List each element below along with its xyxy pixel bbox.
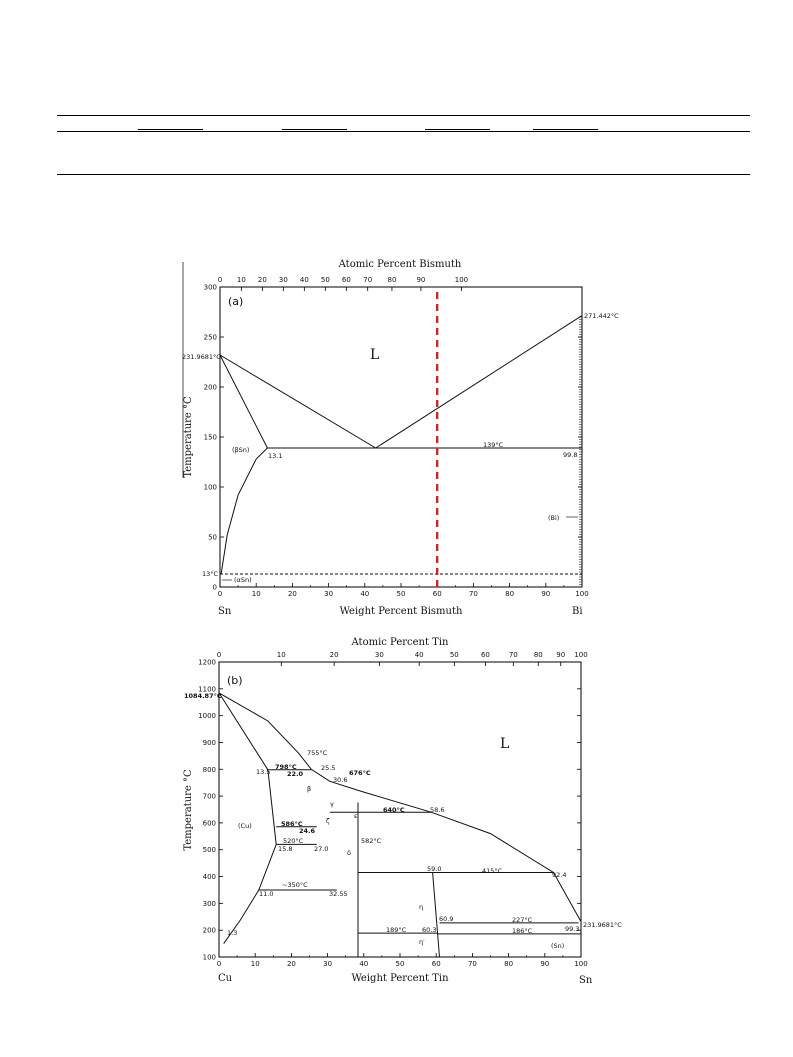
chart-a-x-tick-label: 30 bbox=[324, 590, 334, 598]
chart-a-top-tick-label: 30 bbox=[278, 276, 288, 284]
chart-b-c32-55-label: 32.55 bbox=[329, 890, 348, 898]
chart-a-beta-sn-label: (βSn) bbox=[232, 446, 250, 454]
chart-b-c11-0-label: 11.0 bbox=[259, 890, 274, 898]
chart-a-x-tick-label: 80 bbox=[505, 590, 515, 598]
chart-a-bi-phase-label: (Bi) bbox=[548, 514, 560, 522]
chart-a-x-tick-label: 90 bbox=[541, 590, 551, 598]
chart-a-x-tick-label: 0 bbox=[217, 590, 223, 598]
chart-b-t640-label: 640°C bbox=[383, 806, 405, 814]
chart-a-y-tick-label: 200 bbox=[203, 383, 217, 392]
chart-b-delta-label: δ bbox=[347, 849, 351, 857]
chart-a-x-tick-label: 10 bbox=[251, 590, 261, 598]
chart-b-c25-5-label: 25.5 bbox=[321, 764, 336, 772]
chart-b-y-tick-label: 100 bbox=[202, 953, 216, 962]
chart-b-cu-melt-label: 1084.87°C bbox=[184, 692, 222, 700]
chart-b-sn-melt-label: 231.9681°C bbox=[583, 921, 622, 929]
chart-b-y-tick-label: 400 bbox=[202, 873, 216, 882]
chart-b-t189-label: 189°C bbox=[386, 926, 407, 934]
chart-b-y-axis-label: Temperature °C bbox=[183, 769, 194, 851]
chart-a-left-element: Sn bbox=[218, 606, 232, 617]
chart-b-x-tick-label: 90 bbox=[540, 960, 550, 968]
chart-b-c22-0-label: 22.0 bbox=[287, 770, 304, 778]
chart-b-x-ticks bbox=[217, 953, 588, 968]
chart-a-x-axis-label: Weight Percent Bismuth bbox=[339, 606, 463, 617]
chart-b-y-tick-label: 500 bbox=[202, 846, 216, 855]
chart-a-top-tick-label: 90 bbox=[416, 276, 426, 284]
chart-b-panel-label: (b) bbox=[227, 674, 243, 687]
chart-a-y-tick-label: 300 bbox=[203, 283, 217, 292]
chart-b-c60-9-label: 60.9 bbox=[439, 915, 454, 923]
chart-a-bi-solubility-label: 99.8 bbox=[563, 451, 578, 459]
chart-b-y-tick-label: 1200 bbox=[198, 658, 216, 667]
chart-b-liquid-label: L bbox=[500, 736, 510, 752]
chart-a-x-tick-label: 40 bbox=[360, 590, 370, 598]
chart-b-y-tick-label: 800 bbox=[202, 765, 216, 774]
chart-b-c58-6-label: 58.6 bbox=[430, 806, 445, 814]
chart-b-c60-3-label: 60.3 bbox=[422, 926, 437, 934]
chart-a-bi-melt-label: 271.442°C bbox=[584, 312, 619, 320]
chart-a-top-tick-label: 40 bbox=[299, 276, 309, 284]
chart-a-x-tick-label: 50 bbox=[396, 590, 406, 598]
chart-a-panel-label: (a) bbox=[228, 295, 244, 308]
chart-b-x-tick-label: 60 bbox=[431, 960, 441, 968]
chart-b bbox=[183, 637, 622, 986]
chart-b-t582-label: 582°C bbox=[361, 837, 382, 845]
chart-b-top-tick-label: 40 bbox=[414, 651, 424, 659]
chart-b-x-tick-label: 100 bbox=[574, 960, 588, 968]
chart-b-x-tick-label: 50 bbox=[395, 960, 405, 968]
chart-b-x-tick-label: 40 bbox=[359, 960, 369, 968]
chart-b-t227-label: 227°C bbox=[512, 916, 533, 924]
chart-a-top-tick-label: 70 bbox=[363, 276, 373, 284]
chart-b-cu-phase-label: (Cu) bbox=[238, 822, 252, 830]
chart-a-sn-solubility-label: 13.1 bbox=[268, 452, 283, 460]
chart-b-x-tick-label: 0 bbox=[216, 960, 222, 968]
chart-b-c92-4-label: 92.4 bbox=[552, 871, 567, 879]
chart-b-top-tick-label: 90 bbox=[556, 651, 566, 659]
chart-a-top-tick-label: 100 bbox=[454, 276, 469, 284]
chart-b-c30-6-label: 30.6 bbox=[333, 776, 348, 784]
chart-a-y-tick-label: 100 bbox=[203, 483, 217, 492]
chart-b-c13-5-label: 13.5 bbox=[256, 768, 271, 776]
chart-a-x-tick-label: 70 bbox=[468, 590, 478, 598]
chart-a-top-tick-label: 20 bbox=[257, 276, 267, 284]
chart-a-y-tick-label: 150 bbox=[203, 433, 217, 442]
chart-b-y-tick-label: 200 bbox=[202, 926, 216, 935]
chart-a-top-tick-label: 60 bbox=[341, 276, 351, 284]
chart-b-top-ticks bbox=[217, 651, 588, 666]
chart-b-sn-phase-label: (Sn) bbox=[551, 942, 565, 950]
chart-b-y-tick-label: 700 bbox=[202, 792, 216, 801]
chart-b-c15-8-label: 15.8 bbox=[278, 845, 293, 853]
chart-b-t676-label: 676°C bbox=[349, 769, 371, 777]
chart-b-t415-label: 415°C bbox=[482, 867, 503, 875]
chart-b-eta-prime-label: η′ bbox=[419, 938, 425, 946]
chart-a-liquid-label: L bbox=[370, 347, 380, 363]
chart-b-t350-label: ~350°C bbox=[282, 881, 308, 889]
chart-b-t186-label: 186°C bbox=[512, 927, 533, 935]
chart-a-plot-frame bbox=[220, 287, 582, 587]
chart-a-series-liquidus-bi bbox=[376, 316, 582, 448]
chart-a-series-solvus-sn bbox=[221, 448, 267, 574]
chart-b-t586-label: 586°C bbox=[281, 820, 303, 828]
chart-b-right-element: Sn bbox=[579, 975, 593, 986]
chart-b-top-tick-label: 60 bbox=[480, 651, 490, 659]
chart-a-transition-label: 13°C bbox=[202, 570, 219, 578]
chart-b-top-tick-label: 20 bbox=[329, 651, 339, 659]
chart-b-series-solidus-cu bbox=[219, 693, 268, 770]
chart-b-t755-label: 755°C bbox=[307, 749, 328, 757]
chart-a bbox=[182, 259, 619, 617]
chart-a-right-element: Bi bbox=[572, 606, 583, 617]
chart-a-y-axis-label: Temperature °C bbox=[183, 396, 194, 478]
chart-b-x-tick-label: 30 bbox=[323, 960, 333, 968]
chart-b-x-tick-label: 10 bbox=[250, 960, 260, 968]
chart-b-epsilon-label: ε bbox=[354, 812, 358, 820]
chart-a-eutectic-temp-label: 139°C bbox=[483, 441, 504, 449]
chart-b-c1-3-label: 1.3 bbox=[227, 929, 238, 937]
chart-b-y-tick-label: 300 bbox=[202, 899, 216, 908]
chart-a-top-tick-label: 50 bbox=[320, 276, 330, 284]
chart-b-top-tick-label: 100 bbox=[574, 651, 588, 659]
chart-b-series-cu-solvus bbox=[224, 770, 277, 944]
chart-a-x-tick-label: 60 bbox=[432, 590, 442, 598]
chart-b-gamma-label: γ bbox=[330, 800, 334, 808]
chart-b-top-tick-label: 80 bbox=[533, 651, 543, 659]
chart-b-c59-0-label: 59.0 bbox=[427, 865, 442, 873]
chart-b-top-tick-label: 10 bbox=[276, 651, 286, 659]
chart-b-x-tick-label: 20 bbox=[286, 960, 296, 968]
chart-b-y-tick-label: 1000 bbox=[198, 712, 216, 721]
chart-b-c99-3-label: 99.3 bbox=[565, 925, 580, 933]
chart-b-top-axis-label: Atomic Percent Tin bbox=[351, 637, 449, 648]
chart-a-top-axis-label: Atomic Percent Bismuth bbox=[338, 259, 462, 270]
chart-a-series bbox=[220, 287, 582, 587]
chart-b-t798-label: 798°C bbox=[275, 763, 297, 771]
chart-b-top-tick-label: 70 bbox=[508, 651, 518, 659]
chart-b-c27-0-label: 27.0 bbox=[314, 845, 329, 853]
chart-a-sn-melt-label: 231.9681°C bbox=[182, 353, 221, 361]
chart-a-top-tick-label: 10 bbox=[236, 276, 246, 284]
chart-b-y-tick-label: 600 bbox=[202, 819, 216, 828]
chart-b-x-tick-label: 70 bbox=[467, 960, 477, 968]
chart-a-x-tick-label: 20 bbox=[287, 590, 297, 598]
chart-b-y-tick-label: 1100 bbox=[198, 685, 216, 694]
chart-b-left-element: Cu bbox=[218, 973, 233, 984]
chart-a-top-ticks bbox=[218, 276, 468, 291]
chart-a-top-tick-label: 80 bbox=[387, 276, 397, 284]
chart-a-y-tick-label: 50 bbox=[208, 533, 217, 542]
chart-a-x-tick-label: 100 bbox=[575, 590, 589, 598]
chart-b-zeta-label: ζ bbox=[326, 817, 330, 825]
chart-a-x-ticks bbox=[218, 583, 589, 598]
chart-b-y-tick-label: 900 bbox=[202, 738, 216, 747]
chart-a-top-tick-label: 0 bbox=[217, 276, 223, 284]
chart-b-t520-label: 520°C bbox=[283, 837, 304, 845]
chart-b-eta-label: η bbox=[419, 903, 424, 911]
chart-b-beta-label: β bbox=[307, 785, 312, 793]
chart-b-top-tick-label: 0 bbox=[216, 651, 222, 659]
chart-b-x-tick-label: 80 bbox=[504, 960, 514, 968]
chart-b-c24-6-label: 24.6 bbox=[299, 827, 316, 835]
chart-b-top-tick-label: 50 bbox=[449, 651, 459, 659]
chart-b-x-axis-label: Weight Percent Tin bbox=[351, 973, 449, 984]
chart-a-alpha-sn-label: (αSn) bbox=[234, 576, 252, 584]
chart-a-y-tick-label: 0 bbox=[212, 583, 217, 592]
chart-a-y-tick-label: 250 bbox=[203, 333, 217, 342]
chart-b-top-tick-label: 30 bbox=[374, 651, 384, 659]
